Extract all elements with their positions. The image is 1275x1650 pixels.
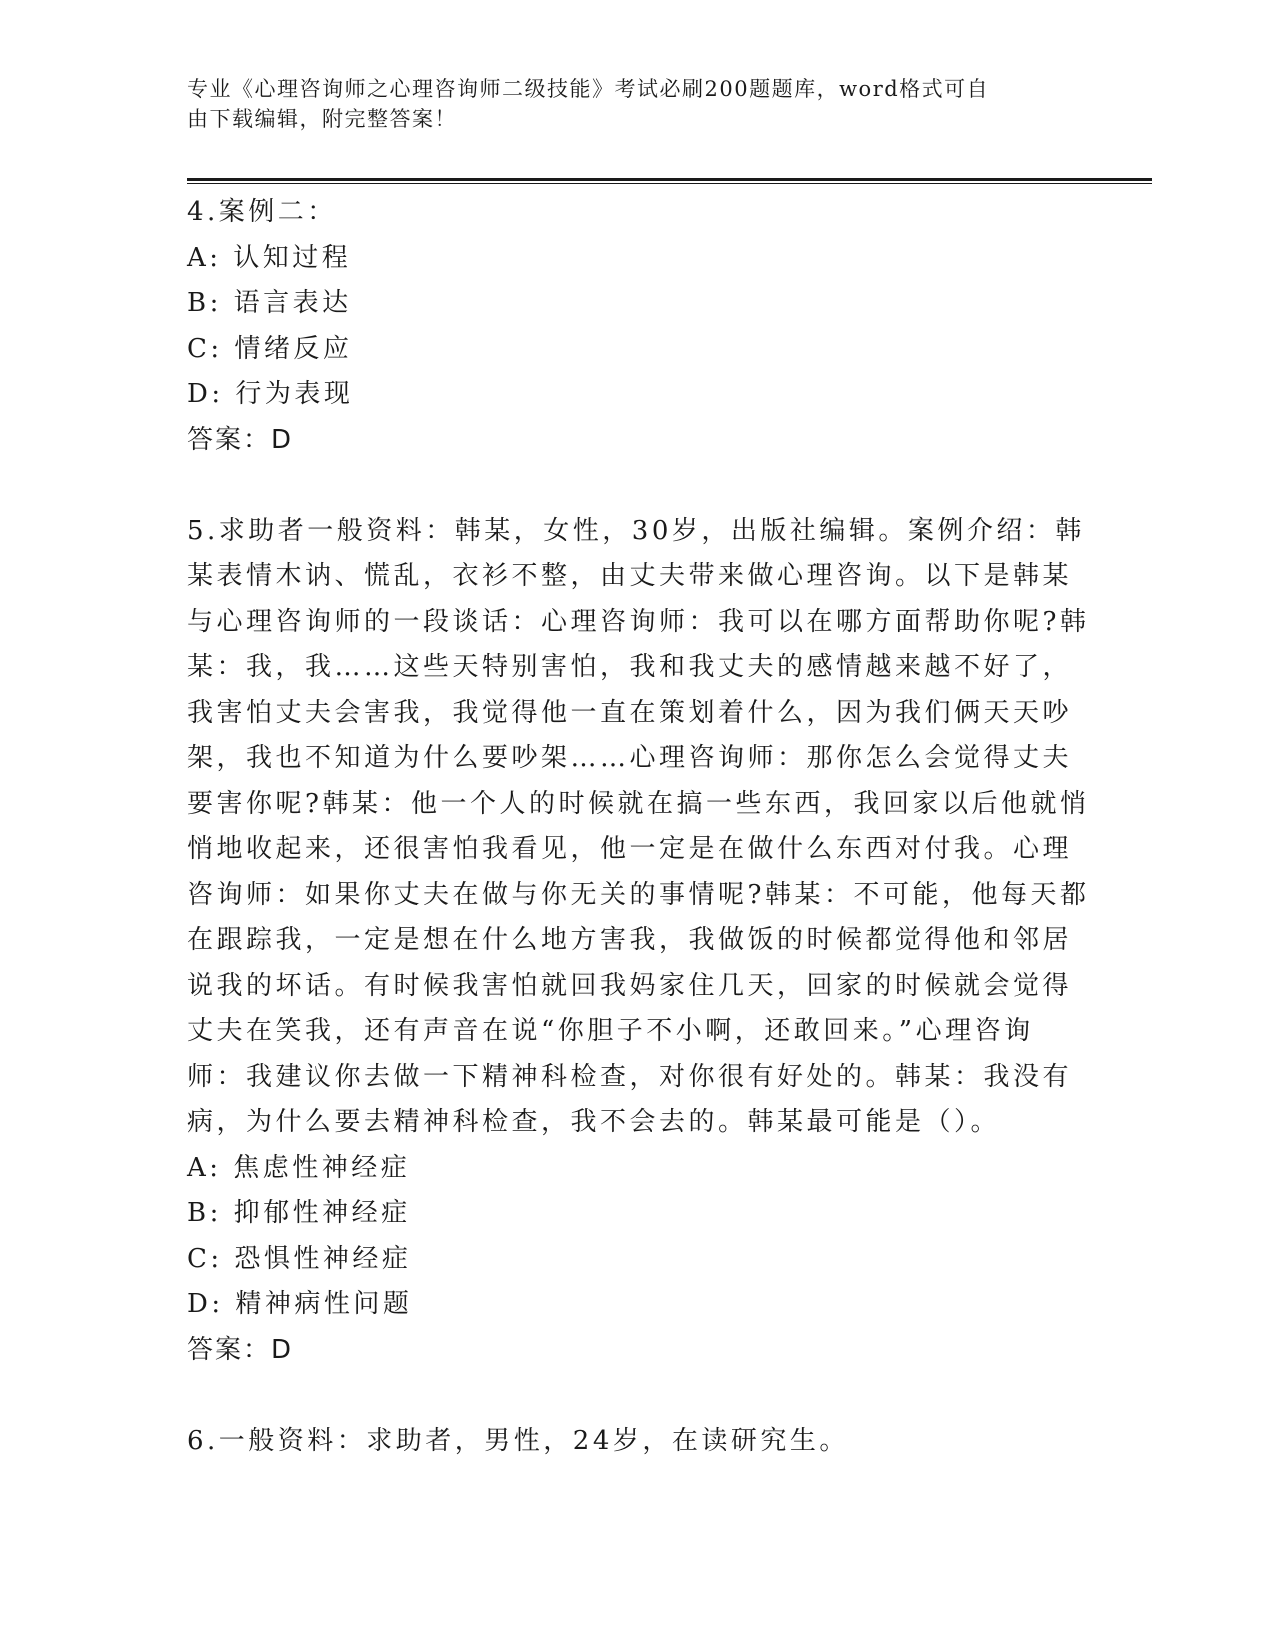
- question-list: [187, 190, 1090, 1464]
- question-4: [187, 190, 1067, 463]
- question-stem-line: 师：我建议你去做一下精神科检查，对你很有好处的。韩某：我没有: [187, 1061, 1073, 1092]
- question-stem-line: 与心理咨询师的一段谈话：心理咨询师：我可以在哪方面帮助你呢?韩: [187, 606, 1090, 637]
- option-d: D: 精神病性问题: [187, 1289, 413, 1319]
- question-stem-line: 咨询师：如果你丈夫在做与你无关的事情呢?韩某：不可能，他每天都: [187, 879, 1090, 910]
- header-line-2: 由下载编辑，附完整答案！: [187, 107, 457, 131]
- question-stem-line: 在跟踪我，一定是想在什么地方害我，我做饭的时候都觉得他和邻居: [187, 925, 1073, 955]
- question-stem-line: 要害你呢?韩某：他一个人的时候就在搞一些东西，我回家以后他就悄: [187, 788, 1090, 819]
- header-rule-thick: [187, 178, 1152, 181]
- option-c: C: 恐惧性神经症: [187, 1243, 412, 1274]
- header-line-1: 专业《心理咨询师之心理咨询师二级技能》考试必刷200题题库，word格式可自: [187, 77, 990, 101]
- question-stem-line: 某：我，我……这些天特别害怕，我和我丈夫的感情越来越不好了，: [187, 652, 1073, 682]
- question-stem-line: 丈夫在笑我，还有声音在说“你胆子不小啊，还敢回来。”心理咨询: [187, 1016, 1034, 1046]
- question-stem-line: 病，为什么要去精神科检查，我不会去的。韩某最可能是（）。: [187, 1107, 1001, 1137]
- question-6: [187, 1419, 1067, 1465]
- question-spacer: [187, 1373, 1067, 1419]
- option-c: C: 情绪反应: [187, 333, 353, 364]
- option-b: B: 抑郁性神经症: [187, 1198, 411, 1228]
- question-stem: 4.案例二：: [187, 197, 337, 227]
- answer-label: 答案：D: [187, 424, 294, 455]
- question-spacer: [187, 463, 1067, 509]
- question-5: [187, 509, 1090, 1374]
- question-stem-line: 我害怕丈夫会害我，我觉得他一直在策划着什么，因为我们俩天天吵: [187, 697, 1073, 728]
- question-stem: 6.一般资料：求助者，男性，24岁，在读研究生。: [187, 1425, 849, 1456]
- option-a: A: 焦虑性神经症: [187, 1152, 411, 1183]
- option-a: A: 认知过程: [187, 242, 352, 273]
- question-stem-line: 架，我也不知道为什么要吵架……心理咨询师：那你怎么会觉得丈夫: [187, 743, 1073, 773]
- option-b: B: 语言表达: [187, 288, 352, 318]
- header-rule-thin: [187, 183, 1152, 184]
- option-d: D: 行为表现: [187, 379, 354, 409]
- question-stem-line: 悄地收起来，还很害怕我看见，他一定是在做什么东西对付我。心理: [187, 834, 1073, 864]
- question-stem-line: 说我的坏话。有时候我害怕就回我妈家住几天，回家的时候就会觉得: [187, 970, 1073, 1001]
- document-header: [187, 74, 1067, 134]
- question-stem-line: 某表情木讷、慌乱，衣衫不整，由丈夫带来做心理咨询。以下是韩某: [187, 561, 1073, 591]
- answer-label: 答案：D: [187, 1334, 294, 1365]
- question-stem-line: 5.求助者一般资料：韩某，女性，30岁，出版社编辑。案例介绍：韩: [187, 515, 1085, 546]
